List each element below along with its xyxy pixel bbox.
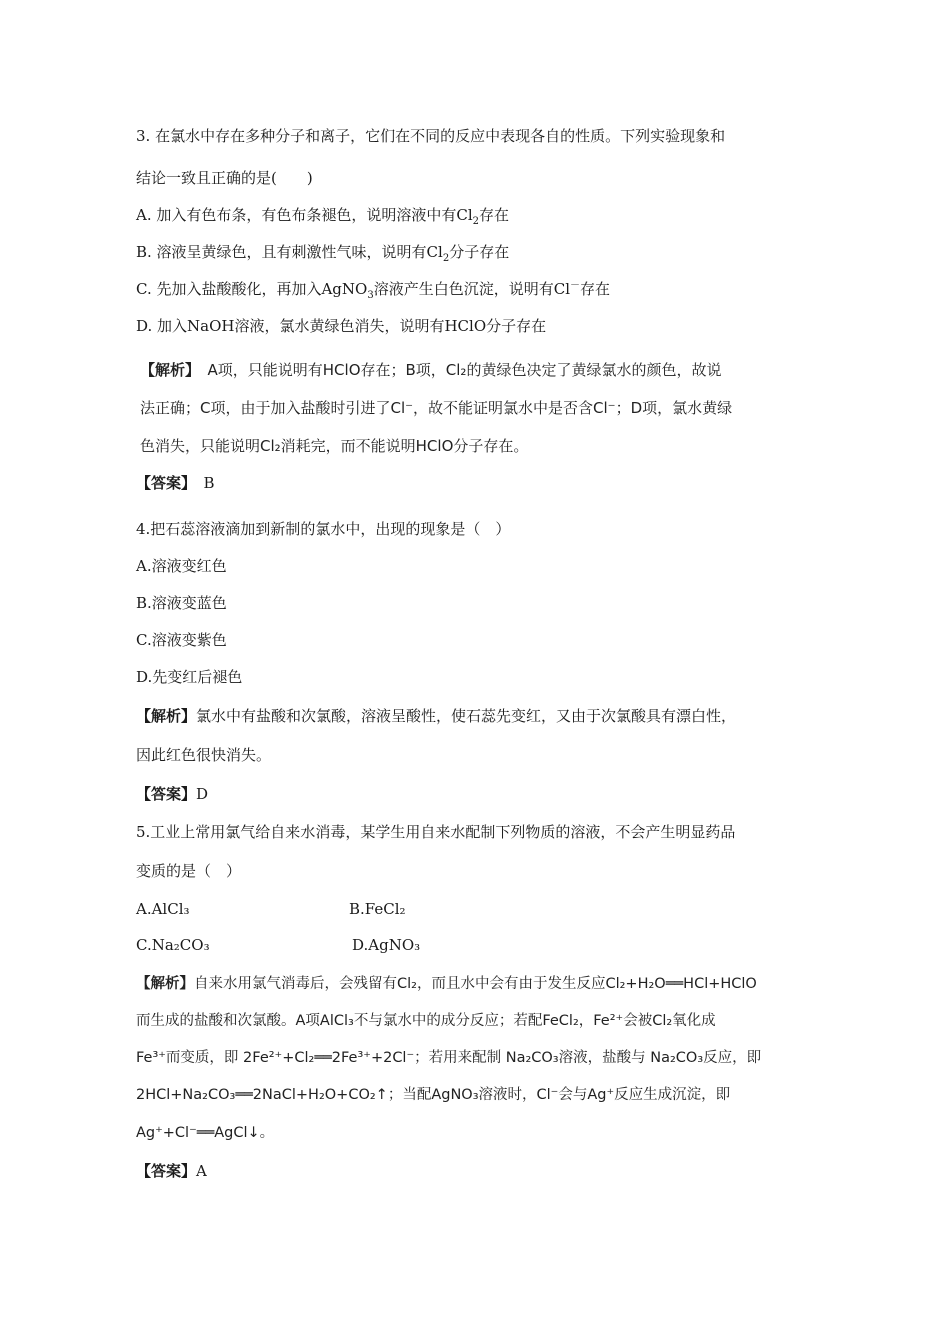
q3-option-a-tail: 存在 (479, 206, 510, 224)
q5-stem-line1: 5.工业上常用氯气给自来水消毒，某学生用自来水配制下列物质的溶液，不会产生明显药品 (136, 823, 736, 841)
q3-analysis-text1: A项，只能说明有HClO存在；B项，Cl₂的黄绿色决定了黄绿氯水的颜色，故说 (192, 361, 722, 379)
q4-option-c: C.溶液变紫色 (136, 631, 227, 649)
q3-option-c-superscript: － (570, 280, 580, 291)
q3-analysis-line1 (140, 360, 721, 380)
q5-stem-line2: 变质的是（ ） (136, 862, 242, 880)
q5-analysis-line1 (136, 974, 757, 994)
q3-option-b-subscript: 2 (442, 253, 450, 264)
q3-stem-line2: 结论一致且正确的是( ) (136, 169, 313, 187)
q5-analysis-text1: 自来水用氯气消毒后，会残留有Cl₂，而且水中会有由于发生反应Cl₂+H₂O══HCl+HClO (194, 976, 757, 992)
q4-option-d: D.先变红后褪色 (136, 668, 243, 686)
q5-answer (136, 1161, 207, 1181)
q3-option-c-tail: 存在 (580, 280, 611, 298)
q4-answer-label: 【答案】 (136, 785, 197, 803)
q3-option-d: D. 加入NaOH溶液，氯水黄绿色消失，说明有HClO分子存在 (136, 317, 547, 335)
q4-stem: 4.把石蕊溶液滴加到新制的氯水中，出现的现象是（ ） (136, 520, 511, 538)
q4-analysis-label: 【解析】 (136, 707, 197, 725)
q3-option-a-text: A. 加入有色布条，有色布条褪色，说明溶液中有Cl (136, 206, 473, 224)
q5-analysis-line2: 而生成的盐酸和次氯酸。A项AlCl₃不与氯水中的成分反应；若配FeCl₂，Fe²⁺会被Cl₂氧化成 (136, 1013, 716, 1029)
q4-option-a: A.溶液变红色 (136, 557, 227, 575)
q5-option-c: C.Na₂CO₃ (136, 936, 210, 954)
q5-analysis-line5: Ag⁺+Cl⁻══AgCl↓。 (136, 1125, 275, 1141)
q3-option-c-middle: 溶液产生白色沉淀，说明有Cl (373, 280, 570, 298)
q4-answer-value: D (196, 785, 209, 803)
q5-answer-label: 【答案】 (136, 1162, 197, 1180)
q3-analysis-label: 【解析】 (140, 361, 193, 379)
q5-option-d: D.AgNO₃ (352, 936, 421, 954)
q3-option-c-subscript: 3 (367, 290, 374, 301)
q4-analysis-line1 (136, 706, 736, 726)
q3-answer-value: B (188, 474, 215, 492)
q5-analysis-label: 【解析】 (136, 976, 194, 992)
q5-analysis-line3: Fe³⁺而变质，即 2Fe²⁺+Cl₂══2Fe³⁺+2Cl⁻；若用来配制 Na₂CO₃溶液，盐酸与 Na₂CO₃反应，即 (136, 1050, 762, 1066)
q3-analysis-line2: 法正确；C项，由于加入盐酸时引进了Cl⁻，故不能证明氯水中是否含Cl⁻；D项，氯水黄绿 (140, 399, 733, 417)
q3-option-b-text: B. 溶液呈黄绿色，且有刺激性气味，说明有Cl (136, 243, 443, 261)
q5-option-b: B.FeCl₂ (349, 900, 406, 918)
q3-analysis-line3: 色消失，只能说明Cl₂消耗完，而不能说明HClO分子存在。 (140, 437, 529, 455)
q3-answer (136, 473, 215, 493)
q4-option-b: B.溶液变蓝色 (136, 594, 227, 612)
q5-option-a: A.AlCl₃ (136, 900, 190, 918)
q3-option-b (136, 242, 509, 262)
q5-answer-value: A (196, 1162, 207, 1180)
q3-stem-line1: 3. 在氯水中存在多种分子和离子，它们在不同的反应中表现各自的性质。下列实验现象和 (136, 127, 726, 145)
q4-analysis-text1: 氯水中有盐酸和次氯酸，溶液呈酸性，使石蕊先变红，又由于次氯酸具有漂白性， (196, 707, 737, 725)
q3-option-a-subscript: 2 (472, 216, 480, 227)
q3-answer-label: 【答案】 (136, 474, 189, 492)
q3-option-a (136, 205, 509, 225)
q5-analysis-line4: 2HCl+Na₂CO₃══2NaCl+H₂O+CO₂↑；当配AgNO₃溶液时，Cl⁻会与Ag⁺反应生成沉淀，即 (136, 1087, 731, 1103)
q4-analysis-line2: 因此红色很快消失。 (136, 746, 272, 764)
q3-option-c (136, 279, 610, 299)
q3-option-c-text: C. 先加入盐酸酸化，再加入AgNO (136, 280, 368, 298)
q4-answer (136, 784, 208, 804)
q3-option-b-tail: 分子存在 (449, 243, 510, 261)
